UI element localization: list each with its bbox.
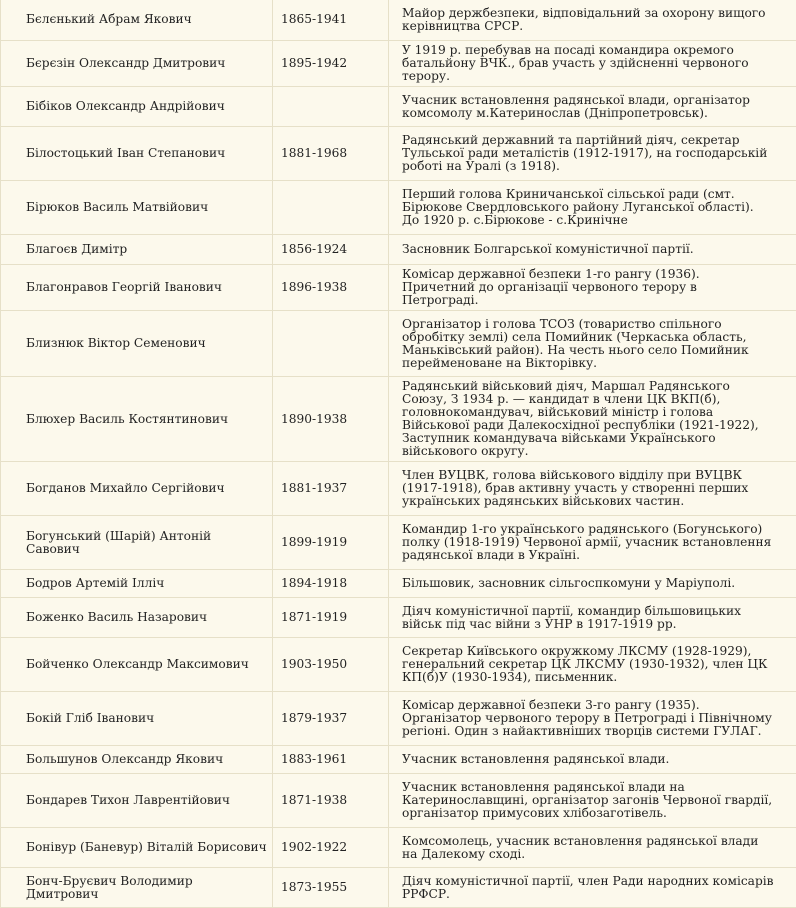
person-description: Засновник Болгарської комуністичної партії. <box>389 235 796 265</box>
person-description: Учасник встановлення радянської влади, організатор комсомолу м.Катеринослав (Дніпропетровськ). <box>389 87 796 127</box>
table-row <box>1 462 796 516</box>
person-years: 1883-1961 <box>273 746 389 774</box>
table-row <box>1 311 796 377</box>
person-description: Учасник встановлення радянської влади. <box>389 746 796 774</box>
table-row <box>1 828 796 868</box>
table-row <box>1 377 796 462</box>
person-description: Більшовик, засновник сільгоспкомуни у Маріуполі. <box>389 570 796 598</box>
person-description: Член ВУЦВК, голова військового відділу при ВУЦВК (1917-1918), брав активну участь у створенні перших українських радянських військових частин. <box>389 462 796 516</box>
person-name: Бокій Гліб Іванович <box>1 692 273 746</box>
table-row <box>1 181 796 235</box>
table-row <box>1 516 796 570</box>
person-description: Діяч комуністичної партії, член Ради народних комісарів РРФСР. <box>389 868 796 908</box>
person-description: Учасник встановлення радянської влади на Катеринославщині, організатор загонів Червоної гвардії, організатор примусових хлібозаготівель. <box>389 774 796 828</box>
table-row <box>1 774 796 828</box>
table-row <box>1 746 796 774</box>
person-description: У 1919 р. перебував на посаді командира окремого батальйону ВЧК., брав участь у здійсненні червоного терору. <box>389 41 796 87</box>
table-row <box>1 570 796 598</box>
person-description: Перший голова Криничанської сільської ради (смт. Бірюкове Свердловського району Луганської області). До 1920 р. с.Бірюкове - с.Кринічне <box>389 181 796 235</box>
person-years: 1903-1950 <box>273 638 389 692</box>
table-row <box>1 692 796 746</box>
person-description: Комісар державної безпеки 3-го рангу (1935). Організатор червоного терору в Петрограді і Північному регіоні. Один з найактивніших творців системи ГУЛАГ. <box>389 692 796 746</box>
person-years: 1894-1918 <box>273 570 389 598</box>
person-name: Бонівур (Баневур) Віталій Борисович <box>1 828 273 868</box>
person-years: 1879-1937 <box>273 692 389 746</box>
person-years: 1856-1924 <box>273 235 389 265</box>
person-description: Командир 1-го українського радянського (Богунського) полку (1918-1919) Червоної армії, учасник встановлення радянської влади в Україні. <box>389 516 796 570</box>
person-years: 1896-1938 <box>273 265 389 311</box>
table-row <box>1 265 796 311</box>
person-description: Діяч комуністичної партії, командир більшовицьких військ під час війни з УНР в 1917-1919 рр. <box>389 598 796 638</box>
person-name: Бойченко Олександр Максимович <box>1 638 273 692</box>
person-years: 1871-1919 <box>273 598 389 638</box>
person-description: Радянський військовий діяч, Маршал Радянського Союзу, З 1934 р. — кандидат в члени ЦК ВКП(б), головнокомандувач, військовий міністр і голова Військової ради Далекосхідної республіки (1921-1922), Заступник командувача військами Українського військового округу. <box>389 377 796 462</box>
table-row <box>1 598 796 638</box>
person-years: 1881-1937 <box>273 462 389 516</box>
person-years: 1895-1942 <box>273 41 389 87</box>
person-description: Комсомолець, учасник встановлення радянської влади на Далекому сході. <box>389 828 796 868</box>
person-name: Білостоцький Іван Степанович <box>1 127 273 181</box>
person-years: 1865-1941 <box>273 0 389 41</box>
person-years <box>273 311 389 377</box>
table-row <box>1 127 796 181</box>
person-description: Майор держбезпеки, відповідальний за охорону вищого керівництва СРСР. <box>389 0 796 41</box>
table-row <box>1 638 796 692</box>
person-name: Бондарев Тихон Лаврентійович <box>1 774 273 828</box>
person-name: Блюхер Василь Костянтинович <box>1 377 273 462</box>
person-name: Богунський (Шарій) Антоній Савович <box>1 516 273 570</box>
person-name: Близнюк Віктор Семенович <box>1 311 273 377</box>
person-name: Бєрєзін Олександр Дмитрович <box>1 41 273 87</box>
person-description: Радянський державний та партійний діяч, секретар Тульської ради металістів (1912-1917), на господарській роботі на Уралі (з 1918). <box>389 127 796 181</box>
person-name: Боженко Василь Назарович <box>1 598 273 638</box>
table-row <box>1 41 796 87</box>
person-years: 1881-1968 <box>273 127 389 181</box>
person-years: 1871-1938 <box>273 774 389 828</box>
person-name: Благоєв Димітр <box>1 235 273 265</box>
person-name: Бонч-Бруєвич Володимир Дмитрович <box>1 868 273 908</box>
person-name: Большунов Олександр Якович <box>1 746 273 774</box>
person-years: 1899-1919 <box>273 516 389 570</box>
person-name: Бібіков Олександр Андрійович <box>1 87 273 127</box>
person-years: 1902-1922 <box>273 828 389 868</box>
table-row <box>1 0 796 41</box>
person-name: Бірюков Василь Матвійович <box>1 181 273 235</box>
person-years <box>273 181 389 235</box>
person-name: Благонравов Георгій Іванович <box>1 265 273 311</box>
person-years: 1873-1955 <box>273 868 389 908</box>
person-description: Секретар Київського окружкому ЛКСМУ (1928-1929), генеральний секретар ЦК ЛКСМУ (1930-1932), член ЦК КП(б)У (1930-1934), письменник. <box>389 638 796 692</box>
person-description: Організатор і голова ТСОЗ (товариство спільного обробітку землі) села Помийник (Черкаська область, Маньківський район). На честь нього село Помийник перейменоване на Вікторівку. <box>389 311 796 377</box>
person-years: 1890-1938 <box>273 377 389 462</box>
table-row <box>1 235 796 265</box>
person-name: Богданов Михайло Сергійович <box>1 462 273 516</box>
people-table-body <box>1 0 796 908</box>
person-name: Бєлєнький Абрам Якович <box>1 0 273 41</box>
person-name: Бодров Артемій Ілліч <box>1 570 273 598</box>
person-years <box>273 87 389 127</box>
person-description: Комісар державної безпеки 1-го рангу (1936). Причетний до організації червоного терору в Петрограді. <box>389 265 796 311</box>
table-row <box>1 87 796 127</box>
